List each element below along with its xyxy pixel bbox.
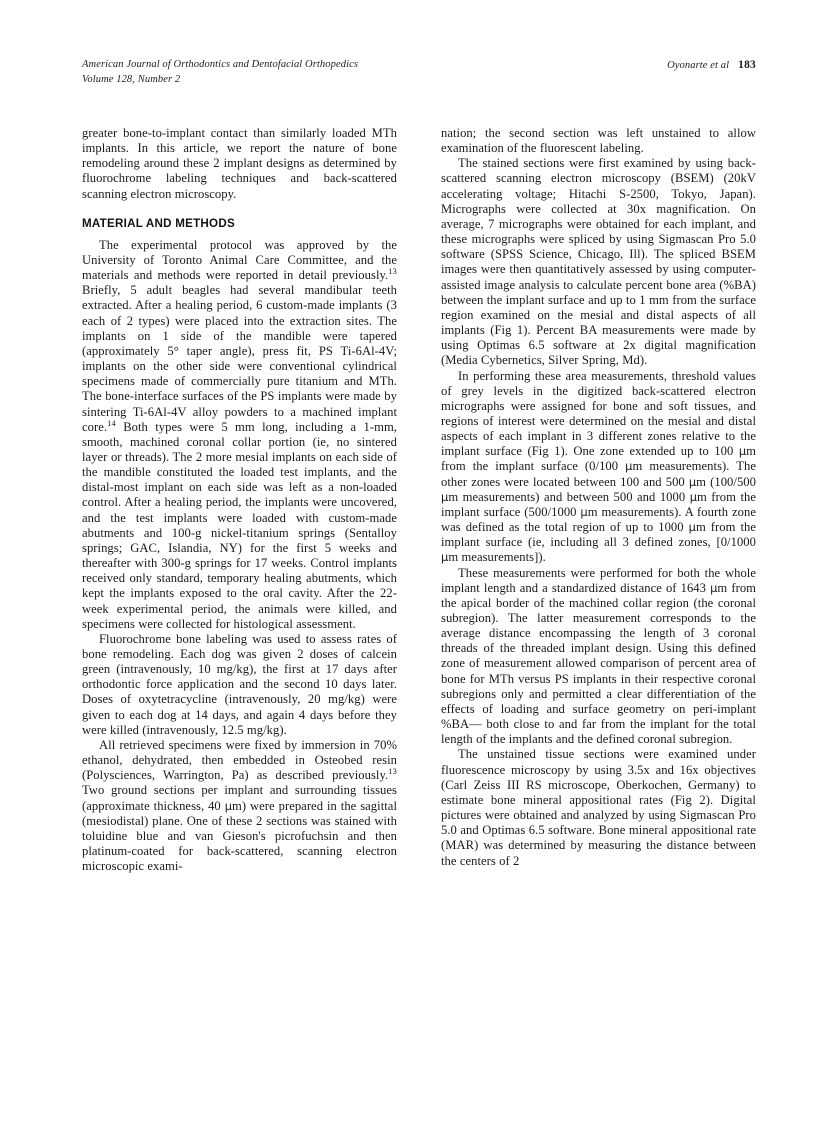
paragraph-specimen-preparation xyxy=(82,738,397,874)
micron-symbol: μ xyxy=(441,550,449,565)
paragraph-specimen-text-c: m) were prepared in the sagittal (mesiodistal) plane. One of these 2 sections was stained with toluidine blue and van Gieson's picrofuchsin and then platinum-coated for back-scattered, scanning electron microscopic exami- xyxy=(82,798,397,874)
running-head-left xyxy=(82,58,358,87)
page-number: 183 xyxy=(738,59,756,71)
micron-symbol: μ xyxy=(689,489,697,504)
paragraph-protocol-text-a: The experimental protocol was approved by the University of Toronto Animal Care Committee, and the materials and methods were reported in detail previously. xyxy=(82,237,397,283)
paragraph-fluorochrome-labeling: Fluorochrome bone labeling was used to assess rates of bone remodeling. Each dog was given 2 doses of calcein green (intravenously, 10 mg/kg), the first at 17 days after orthodontic force application and the second 10 days later. Doses of oxytetracycline (intravenously, 20 mg/kg) were given to each dog at 14 days, and again 4 days before they were killed (intravenously, 12.5 mg/kg). xyxy=(82,631,397,737)
paragraph-continued-right: nation; the second section was left unstained to allow examination of the fluorescent labeling. xyxy=(441,126,756,156)
zone-text-5: m from the implant surface (500/1000 xyxy=(441,489,756,519)
paragraph-specimen-text-b: Two ground sections per implant and surrounding tissues (approximate thickness, 40 xyxy=(82,783,397,813)
authors-running-head: Oyonarte et al xyxy=(667,60,730,71)
coronal-text-b: m from the apical border of the machined collar region (the coronal subregion). The latter measurement corresponds to the average distance encompassing the length of 3 coronal threads of the threaded implant design. Using this defined zone of measurement allowed comparison of percent area of bone for MTh versus PS implants in their respective coronal subregions only and permitted a clear differentiation of the effects of loading and surface geometry on peri-implant %BA— both close to and far from the implant for the total length of the implants and the defined coronal subregion. xyxy=(441,580,757,747)
paragraph-protocol-text-b: Briefly, 5 adult beagles had several mandibular teeth extracted. After a healing period, 6 custom-made implants (3 each of 2 types) were placed into the extraction sites. The implants on 1 side of the mandible were tapered (approximately 5° taper angle), press fit, PS Ti-6Al-4V; implants on the other side were conventional cylindrical specimens made of commercially pure titanium and MTh. The bone-interface surfaces of the PS implants were made by sintering Ti-6Al-4V alloy powders to a machined implant core. xyxy=(82,283,397,434)
zone-text-7: m from the implant surface (ie, including all 3 defined zones, [0/1000 xyxy=(441,520,756,550)
reference-marker-13: 13 xyxy=(388,266,397,276)
paragraph-fluorescence-microscopy: The unstained tissue sections were examined under fluorescence microscopy by using 3.5x and 16x objectives (Carl Zeiss III RS microscope, Oberkochen, Germany) to estimate bone mineral appositional rates (Fig 2). Digital pictures were obtained and analyzed by using Sigmascan Pro 5.0 and Optimas 6.5 software. Bone mineral appositional rate (MAR) was determined by measuring the distance between the centers of 2 xyxy=(441,747,756,868)
paragraph-continued-left: greater bone-to-implant contact than similarly loaded MTh implants. In this article, we report the nature of bone remodeling around these 2 implant designs as determined by fluorochrome labeling techniques and back-scattered scanning electron microscopy. xyxy=(82,126,397,201)
paragraph-coronal-subregion xyxy=(441,566,756,748)
running-head xyxy=(82,58,756,87)
reference-marker-13-second: 13 xyxy=(388,767,397,777)
zone-text-3: m (100/500 xyxy=(696,474,756,489)
micron-symbol: μ xyxy=(441,489,449,504)
micron-symbol: μ xyxy=(625,459,633,474)
coronal-text-a: These measurements were performed for both the whole implant length and a standardized distance of 1643 xyxy=(441,565,756,595)
journal-title: American Journal of Orthodontics and Dentofacial Orthopedics xyxy=(82,59,359,70)
running-head-right xyxy=(667,58,756,74)
reference-marker-14: 14 xyxy=(107,418,116,428)
micron-symbol: μ xyxy=(688,520,696,535)
right-column xyxy=(441,126,756,874)
paragraph-protocol-text-c: Both types were 5 mm long, including a 1-mm, smooth, machined coronal collar portion (ie, no sintered layer or threads). The 2 more mesial implants on each side of the mandible constituted the loaded test implants, and the distal-most implant on each side was left as a non-loaded control. After a healing period, the implants were uncovered, and the test implants were loaded with custom-made abutments and 100-g nickel-titanium springs (Sentalloy springs; GAC, Islandia, NY) for the first 5 weeks and thereafter with 300-g springs for 17 weeks. Control implants received only standard, temporary healing abutments, which kept the implants exposed to the oral cavity. After the 22-week experimental period, the animals were killed, and specimens were collected for histological assessment. xyxy=(82,419,397,631)
zone-text-8: m measurements]). xyxy=(448,550,546,565)
zone-text-6: m measurements). A fourth zone was defined as the total region of up to 1000 xyxy=(441,504,756,535)
micron-symbol: μ xyxy=(738,444,747,459)
paragraph-protocol xyxy=(82,238,397,632)
micron-symbol: μ xyxy=(580,504,588,519)
micron-symbol: μ xyxy=(224,798,233,813)
paragraph-specimen-text-a: All retrieved specimens were fixed by immersion in 70% ethanol, dehydrated, then embedded in Osteobed resin (Polysciences, Warrington, Pa) as described previously. xyxy=(82,737,397,783)
zone-text-1: m from the implant surface (0/100 xyxy=(441,444,756,474)
left-column xyxy=(82,126,397,874)
body-columns xyxy=(82,126,756,874)
micron-symbol: μ xyxy=(688,474,697,489)
zone-text-0: In performing these area measurements, threshold values of grey levels in the digitized back-scattered electron micrographs were assigned for bone and soft tissues, and regions of interest were determined on the mesial and distal aspects of each implant in 3 different zones relative to the implant surface (Fig 1). One zone extended up to 100 xyxy=(441,368,756,459)
paragraph-zone-measurements xyxy=(441,369,756,566)
paragraph-bsem-imaging: The stained sections were first examined by using back-scattered scanning electron microscopy (BSEM) (20kV accelerating voltage; Hitachi S-2500, Tokyo, Japan). Micrographs were collected at 30x magnification. On average, 7 micrographs were obtained for each implant, and these micrographs were spliced by using Sigmascan Pro 5.0 software (SPSS Science, Chicago, Ill). The spliced BSEM images were then quantitatively assessed by using computer-assisted image analysis to calculate percent bone area (%BA) between the implant surface and up to 1 mm from the surface region examined on the mesial and distal aspects of all implants (Fig 1). Percent BA measurements were made by using Optimas 6.5 software at 2x digital magnification (Media Cybernetics, Silver Spring, Md). xyxy=(441,156,756,368)
zone-text-2: m measurements). The other zones were located between 100 and 500 xyxy=(441,459,757,489)
micron-symbol: μ xyxy=(710,580,718,595)
zone-text-4: m measurements) and between 500 and 1000 xyxy=(448,489,690,504)
volume-issue: Volume 128, Number 2 xyxy=(82,73,181,85)
section-heading-material-and-methods: MATERIAL AND METHODS xyxy=(82,216,235,230)
